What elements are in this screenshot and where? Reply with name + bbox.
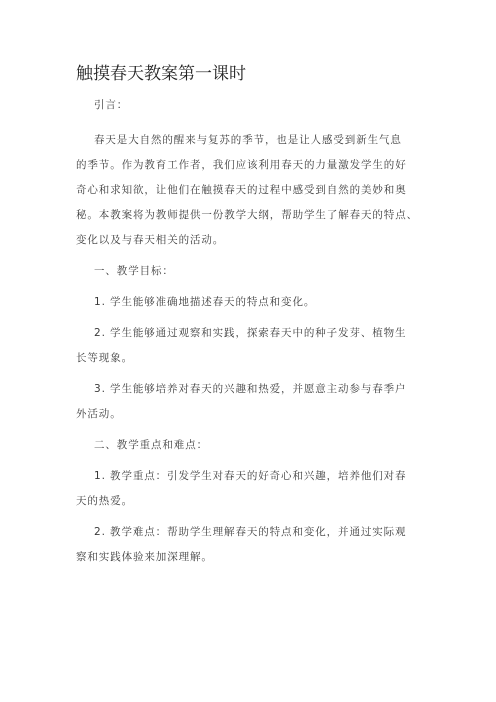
list-item-continued: 天的热爱。 [76,495,133,507]
intro-heading: 引言： [94,99,129,111]
paragraph-line: 奇心和求知欲，让他们在触摸春天的过程中感受到自然的美妙和奥 [76,184,407,196]
paragraph-line: 秘。本教案将为教师提供一份教学大纲，帮助学生了解春天的特点、 [76,209,418,221]
paragraph-line: 变化以及与春天相关的活动。 [76,234,225,246]
list-item: 2. 学生能够通过观察和实践，探索春天中的种子发芽、植物生 [94,327,407,339]
list-item: 3. 学生能够培养对春天的兴趣和热爱，并愿意主动参与春季户 [94,383,407,395]
section-heading: 二、教学重点和难点： [94,439,208,451]
section-heading: 一、教学目标： [94,265,174,277]
list-item-continued: 长等现象。 [76,352,133,364]
list-item: 1. 学生能够准确地描述春天的特点和变化。 [94,296,316,308]
list-item: 2. 教学难点：帮助学生理解春天的特点和变化，并通过实际观 [94,526,407,538]
document-title: 触摸春天教案第一课时 [76,64,246,84]
paragraph-line: 春天是大自然的醒来与复苏的季节，也是让人感受到新生气息 [94,134,402,146]
list-item-continued: 外活动。 [76,408,122,420]
list-item-continued: 察和实践体验来加深理解。 [76,551,213,563]
list-item: 1. 教学重点：引发学生对春天的好奇心和兴趣，培养他们对春 [94,470,407,482]
paragraph-line: 的季节。作为教育工作者，我们应该利用春天的力量激发学生的好 [76,159,407,171]
